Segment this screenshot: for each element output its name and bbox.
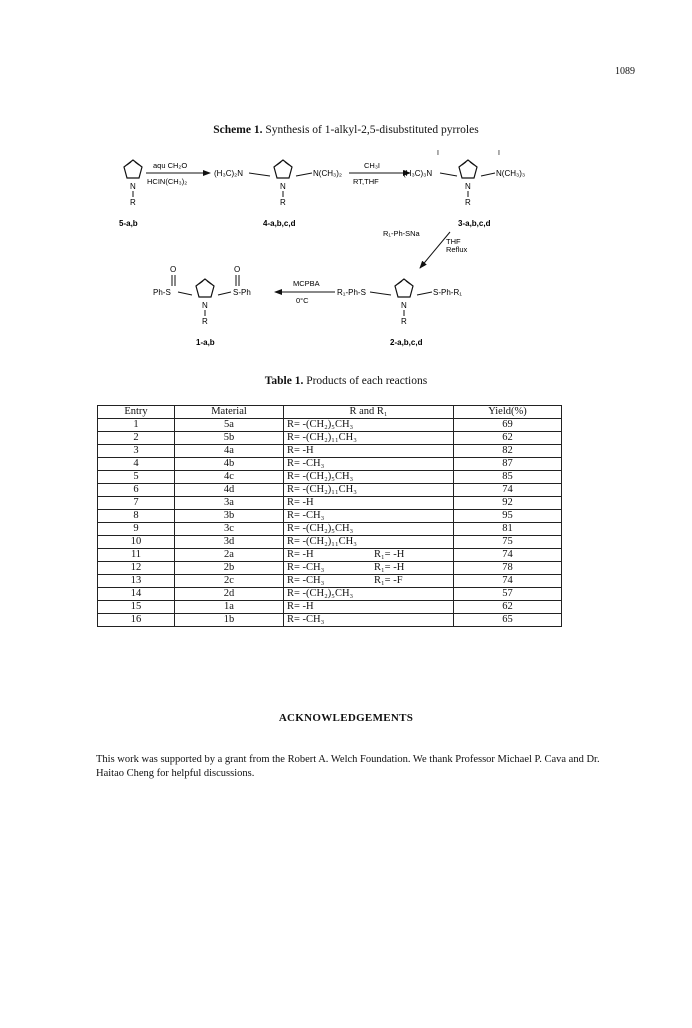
entry-cell-value: 14: [130, 588, 142, 599]
step4-reagent-2: 0°C: [296, 296, 309, 305]
products-table: [97, 405, 562, 627]
yield-cell: [454, 432, 562, 445]
material-cell: [175, 575, 284, 588]
yield-cell-value: 65: [502, 614, 513, 625]
r-cell-value: R= -(CH₂)₅CH₃: [287, 471, 354, 482]
header-r-and-r1: R and R₁: [284, 406, 454, 419]
table-row: [98, 601, 562, 614]
table-row: [98, 484, 562, 497]
yield-cell: [454, 523, 562, 536]
material-cell-value: 4b: [223, 458, 235, 469]
counterion-left: I: [437, 150, 439, 157]
yield-cell: [454, 549, 562, 562]
entry-cell: [98, 510, 175, 523]
table-row: [98, 536, 562, 549]
scheme-label: Scheme 1.: [213, 124, 263, 136]
yield-cell-value: 57: [502, 588, 513, 599]
step4-reagent-1: MCPBA: [293, 279, 320, 288]
material-cell-value: 2d: [223, 588, 235, 599]
material-cell: [175, 588, 284, 601]
compound-2-label: 2-a,b,c,d: [390, 338, 423, 347]
r-cell: [284, 471, 454, 484]
sulfoxide-o-right: O: [234, 265, 241, 274]
yield-cell-value: 78: [502, 562, 513, 573]
yield-cell: [454, 419, 562, 432]
table-row: [98, 588, 562, 601]
r-cell: [284, 419, 454, 432]
yield-cell-value: 74: [502, 549, 513, 560]
material-cell: [175, 549, 284, 562]
material-cell-value: 2a: [224, 549, 234, 560]
r-cell-value: R= -(CH₂)₅CH₃: [287, 523, 354, 534]
step1-reagent-2: HCIN(CH₃)₂: [147, 177, 188, 186]
table-row: [98, 419, 562, 432]
scheme-title: Synthesis of 1-alkyl-2,5-disubstituted pyrroles: [265, 124, 479, 136]
table-label: Table 1.: [264, 375, 304, 387]
counterion-right: I: [498, 150, 500, 157]
compound-2-structure: [395, 279, 413, 326]
header-yield: Yield(%): [454, 406, 562, 419]
entry-cell-value: 12: [130, 562, 142, 573]
entry-cell: [98, 523, 175, 536]
yield-cell: [454, 588, 562, 601]
table-title: Products of each reactions: [306, 375, 428, 387]
material-cell-value: 1b: [223, 614, 235, 625]
yield-cell-value: 81: [502, 523, 513, 534]
r-cell: [284, 601, 454, 614]
material-cell: [175, 601, 284, 614]
sulfoxide-o-left: O: [170, 265, 177, 274]
material-cell: [175, 562, 284, 575]
compound-2-left-group: R₁-Ph-S: [337, 288, 366, 297]
entry-cell: [98, 588, 175, 601]
r-cell: [284, 549, 454, 562]
table-row: [98, 471, 562, 484]
compound-2-right-group: S-Ph-R₁: [433, 288, 462, 297]
r-cell-value: R= -(CH₂)₅CH₃: [287, 588, 354, 599]
compound-1-label: 1-a,b: [196, 338, 215, 347]
table-row: [98, 562, 562, 575]
compound-1-structure: [196, 279, 214, 326]
r-group: R: [130, 198, 136, 207]
entry-cell-value: 10: [130, 536, 142, 547]
step2-reagent-2: RT,THF: [353, 177, 379, 186]
step2-reagent-1: CH₃I: [364, 161, 380, 170]
entry-cell: [98, 445, 175, 458]
r-cell-value: R= -(CH₂)₁₁CH₃: [287, 484, 357, 495]
entry-cell-value: 6: [133, 484, 139, 495]
material-cell: [175, 419, 284, 432]
yield-cell: [454, 445, 562, 458]
yield-cell: [454, 458, 562, 471]
material-cell-value: 4a: [224, 445, 234, 456]
acknowledgements-heading: ACKNOWLEDGEMENTS: [278, 712, 414, 724]
r1-value: R₁= -H: [374, 549, 405, 560]
yield-cell: [454, 471, 562, 484]
table-row: [98, 497, 562, 510]
r-cell-value: R= -CH₃: [287, 575, 325, 586]
r-cell: [284, 588, 454, 601]
r-group: R: [465, 198, 471, 207]
yield-cell-value: 85: [502, 471, 513, 482]
table-row: [98, 575, 562, 588]
n-atom: N: [130, 182, 136, 191]
yield-cell-value: 62: [502, 601, 513, 612]
n-atom: N: [465, 182, 471, 191]
r-cell: [284, 562, 454, 575]
material-cell: [175, 523, 284, 536]
table-row: [98, 614, 562, 627]
entry-cell-value: 3: [133, 445, 139, 456]
yield-cell-value: 95: [502, 510, 513, 521]
r-group: R: [280, 198, 286, 207]
compound-4-left-group: (H₃C)₂N: [214, 169, 244, 178]
r-cell-value: R= -(CH₂)₅CH₃: [287, 419, 354, 430]
r-cell: [284, 432, 454, 445]
entry-cell-value: 7: [133, 497, 139, 508]
table-row: [98, 510, 562, 523]
entry-cell: [98, 497, 175, 510]
material-cell-value: 5b: [223, 432, 235, 443]
compound-3-label: 3-a,b,c,d: [458, 219, 491, 228]
table-caption: [0, 375, 692, 387]
r-cell: [284, 510, 454, 523]
yield-cell-value: 69: [502, 419, 513, 430]
entry-cell-value: 8: [133, 510, 139, 521]
compound-1-right-group: S-Ph: [233, 288, 251, 297]
header-entry: Entry: [98, 406, 175, 419]
compound-4-structure: [274, 160, 292, 207]
r-cell-value: R= -(CH₂)₁₁CH₃: [287, 536, 357, 547]
material-cell: [175, 445, 284, 458]
n-atom: N: [202, 301, 208, 310]
entry-cell: [98, 458, 175, 471]
table-row: [98, 458, 562, 471]
table-row: [98, 445, 562, 458]
entry-cell-value: 9: [133, 523, 139, 534]
entry-cell: [98, 471, 175, 484]
yield-cell-value: 75: [502, 536, 513, 547]
yield-cell: [454, 497, 562, 510]
r-cell-value: R= -H: [287, 497, 314, 508]
page-number: 1089: [615, 66, 635, 77]
entry-cell-value: 4: [133, 458, 139, 469]
entry-cell-value: 2: [133, 432, 139, 443]
entry-cell: [98, 614, 175, 627]
compound-3-structure: [459, 160, 477, 207]
material-cell-value: 3d: [223, 536, 235, 547]
r-cell: [284, 497, 454, 510]
entry-cell: [98, 549, 175, 562]
r-cell: [284, 445, 454, 458]
step3-reagent-3: Reflux: [446, 245, 468, 254]
entry-cell-value: 16: [130, 614, 142, 625]
table-header-row: [98, 406, 562, 419]
step1-reagent-1: aqu CH₂O: [153, 161, 188, 170]
entry-cell: [98, 419, 175, 432]
yield-cell-value: 74: [502, 575, 513, 586]
material-cell: [175, 458, 284, 471]
entry-cell-value: 5: [133, 471, 139, 482]
table-row: [98, 549, 562, 562]
scheme-caption: [0, 124, 692, 136]
r-cell: [284, 484, 454, 497]
r-cell: [284, 523, 454, 536]
material-cell: [175, 432, 284, 445]
r1-value: R₁= -F: [374, 575, 403, 586]
r-cell-value: R= -CH₃: [287, 510, 325, 521]
material-cell: [175, 484, 284, 497]
r-cell-value: R= -H: [287, 549, 314, 560]
yield-cell-value: 87: [502, 458, 513, 469]
yield-cell-value: 74: [502, 484, 513, 495]
r1-value: R₁= -H: [374, 562, 405, 573]
entry-cell-value: 11: [130, 549, 142, 560]
acknowledgements-text: This work was supported by a grant from the Robert A. Welch Foundation. We thank Professor Michael P. Cava and Dr. Haitao Cheng for helpful discussions.: [96, 754, 600, 779]
yield-cell: [454, 510, 562, 523]
compound-3-left-group: (H₃C)₃N: [403, 169, 433, 178]
yield-cell: [454, 601, 562, 614]
r-cell-value: R= -CH₃: [287, 614, 325, 625]
compound-4-label: 4-a,b,c,d: [263, 219, 296, 228]
material-cell: [175, 497, 284, 510]
entry-cell: [98, 432, 175, 445]
material-cell-value: 3c: [224, 523, 234, 534]
step3-reagent-1: R₁-Ph-SNa: [383, 229, 420, 238]
reaction-scheme: [0, 140, 692, 355]
yield-cell-value: 62: [502, 432, 513, 443]
r-cell: [284, 458, 454, 471]
material-cell-value: 1a: [224, 601, 234, 612]
material-cell-value: 2b: [223, 562, 235, 573]
compound-3-right-group: N(CH₃)₃: [496, 169, 526, 178]
r-cell: [284, 614, 454, 627]
header-material: Material: [175, 406, 284, 419]
r-cell-value: R= -CH₃: [287, 562, 325, 573]
r-group: R: [401, 317, 407, 326]
material-cell: [175, 614, 284, 627]
r-cell: [284, 536, 454, 549]
entry-cell-value: 1: [133, 419, 139, 430]
material-cell-value: 5a: [224, 419, 234, 430]
entry-cell: [98, 484, 175, 497]
material-cell-value: 4d: [223, 484, 235, 495]
n-atom: N: [280, 182, 286, 191]
compound-5-label: 5-a,b: [119, 219, 138, 228]
yield-cell-value: 82: [502, 445, 513, 456]
material-cell: [175, 536, 284, 549]
entry-cell: [98, 536, 175, 549]
n-atom: N: [401, 301, 407, 310]
r-group: R: [202, 317, 208, 326]
material-cell-value: 3a: [224, 497, 234, 508]
step3-reagent-2: THF: [446, 237, 461, 246]
entry-cell-value: 15: [130, 601, 142, 612]
table-row: [98, 523, 562, 536]
compound-4-right-group: N(CH₃)₂: [313, 169, 343, 178]
material-cell-value: 2c: [224, 575, 234, 586]
material-cell: [175, 471, 284, 484]
table-row: [98, 432, 562, 445]
yield-cell: [454, 614, 562, 627]
yield-cell: [454, 562, 562, 575]
material-cell-value: 4c: [224, 471, 234, 482]
material-cell-value: 3b: [223, 510, 235, 521]
r-cell-value: R= -H: [287, 445, 314, 456]
entry-cell: [98, 601, 175, 614]
yield-cell: [454, 536, 562, 549]
yield-cell-value: 92: [502, 497, 513, 508]
yield-cell: [454, 575, 562, 588]
r-cell-value: R= -(CH₂)₁₁CH₃: [287, 432, 357, 443]
entry-cell-value: 13: [130, 575, 142, 586]
yield-cell: [454, 484, 562, 497]
compound-5-structure: [124, 160, 142, 207]
compound-1-left-group: Ph-S: [153, 288, 171, 297]
r-cell: [284, 575, 454, 588]
material-cell: [175, 510, 284, 523]
entry-cell: [98, 575, 175, 588]
entry-cell: [98, 562, 175, 575]
r-cell-value: R= -H: [287, 601, 314, 612]
r-cell-value: R= -CH₃: [287, 458, 325, 469]
